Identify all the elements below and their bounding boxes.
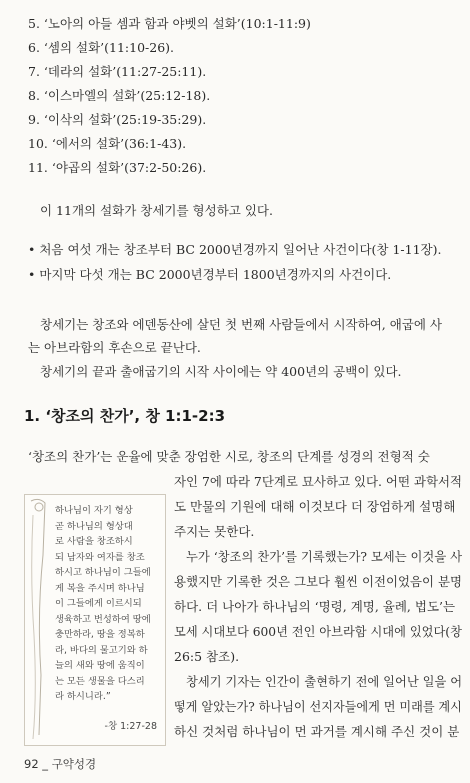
callout-line: 이 그들에게 이르시되: [55, 598, 142, 609]
list-item: 8. ‘이스마엘의 설화’(25:12-18).: [28, 88, 211, 103]
callout-line: 충만하라, 땅을 정복하: [55, 629, 145, 640]
body-line: 떻게 알았는가? 하나님이 선지자들에게 먼 미래를 계시: [174, 699, 462, 714]
story-list: [28, 12, 458, 180]
callout-line: 늘의 새와 땅에 움직이: [55, 660, 145, 671]
callout-line: 하시고 하나님이 그들에: [55, 567, 151, 578]
body-line: 도 만물의 기원에 대해 이것보다 더 장엄하게 설명해: [174, 499, 456, 514]
body-line: 하신 것처럼 하나님이 먼 과거를 계시해 주신 것이 분: [174, 724, 460, 739]
callout-reference: -창 1:27-28: [104, 721, 157, 732]
list-item: 9. ‘이삭의 설화’(25:19-35:29).: [28, 112, 207, 127]
callout-line: 라 하시니라.”: [55, 691, 111, 702]
body-line: 창세기 기자는 인간이 출현하기 전에 일어난 일을 어: [186, 674, 463, 689]
list-item: 7. ‘데라의 설화’(11:27-25:11).: [28, 64, 207, 79]
scripture-callout: [24, 494, 166, 746]
list-item: 10. ‘에서의 설화’(36:1-43).: [28, 136, 187, 151]
body-line: 용했지만 기록한 것은 그보다 훨씬 이전이었음이 분명: [174, 574, 463, 589]
callout-line: 하나님이 자기 형상: [55, 505, 133, 516]
body-line: 누가 ‘창조의 찬가’를 기록했는가? 모세는 이것을 사: [186, 549, 463, 564]
summary-text: 이 11개의 설화가 창세기를 형성하고 있다.: [40, 203, 273, 218]
body-line: 26:5 참조).: [174, 649, 240, 664]
callout-line: 로 사람을 창조하시: [55, 536, 133, 547]
callout-line: 게 복을 주시며 하나님: [55, 582, 145, 594]
intro-line: 는 아브라함의 후손으로 끝난다.: [28, 340, 201, 355]
intro-line: 창세기의 끝과 출애굽기의 시작 사이에는 약 400년의 공백이 있다.: [40, 364, 402, 379]
page-footer: 92 _ 구약성경: [24, 757, 97, 771]
callout-line: 생육하고 번성하여 땅에: [55, 613, 151, 625]
bullet-item: • 마지막 다섯 개는 BC 2000년경부터 1800년경까지의 사건이다.: [28, 267, 392, 282]
callout-line: 되 남자와 여자를 창조: [55, 551, 145, 563]
body-line: 하다. 더 나아가 하나님의 ‘명령, 계명, 율례, 법도’는: [174, 599, 456, 614]
callout-line: 는 모든 생물을 다스리: [55, 675, 145, 687]
body-line: 자인 7에 따라 7단계로 묘사하고 있다. 어떤 과학서적: [174, 474, 463, 489]
callout-line: 곧 하나님의 형상대: [55, 520, 133, 532]
scroll-decoration-icon: [25, 495, 51, 745]
callout-line: 라, 바다의 물고기와 하: [55, 644, 148, 656]
body-line: 주지는 못한다.: [174, 524, 255, 539]
bullet-item: • 처음 여섯 개는 창조부터 BC 2000년경까지 일어난 사건이다(창 1-11장).: [28, 242, 442, 257]
list-item: 5. ‘노아의 아들 셈과 함과 야벳의 설화’(10:1-11:9): [28, 16, 311, 31]
body-line: 모세 시대보다 600년 전인 아브라함 시대에 있었다(창: [174, 624, 462, 639]
intro-line: 창세기는 창조와 에덴동산에 살던 첫 번째 사람들에서 시작하여, 애굽에 사: [40, 317, 442, 332]
list-item: 6. ‘셈의 설화’(11:10-26).: [28, 40, 174, 55]
list-item: 11. ‘야곱의 설화’(37:2-50:26).: [28, 160, 207, 175]
section-heading: 1. ‘창조의 찬가’, 창 1:1-2:3: [24, 407, 226, 425]
body-line: ‘창조의 찬가’는 운율에 맞춘 장엄한 시로, 창조의 단계를 성경의 전형적 숫: [28, 449, 430, 464]
